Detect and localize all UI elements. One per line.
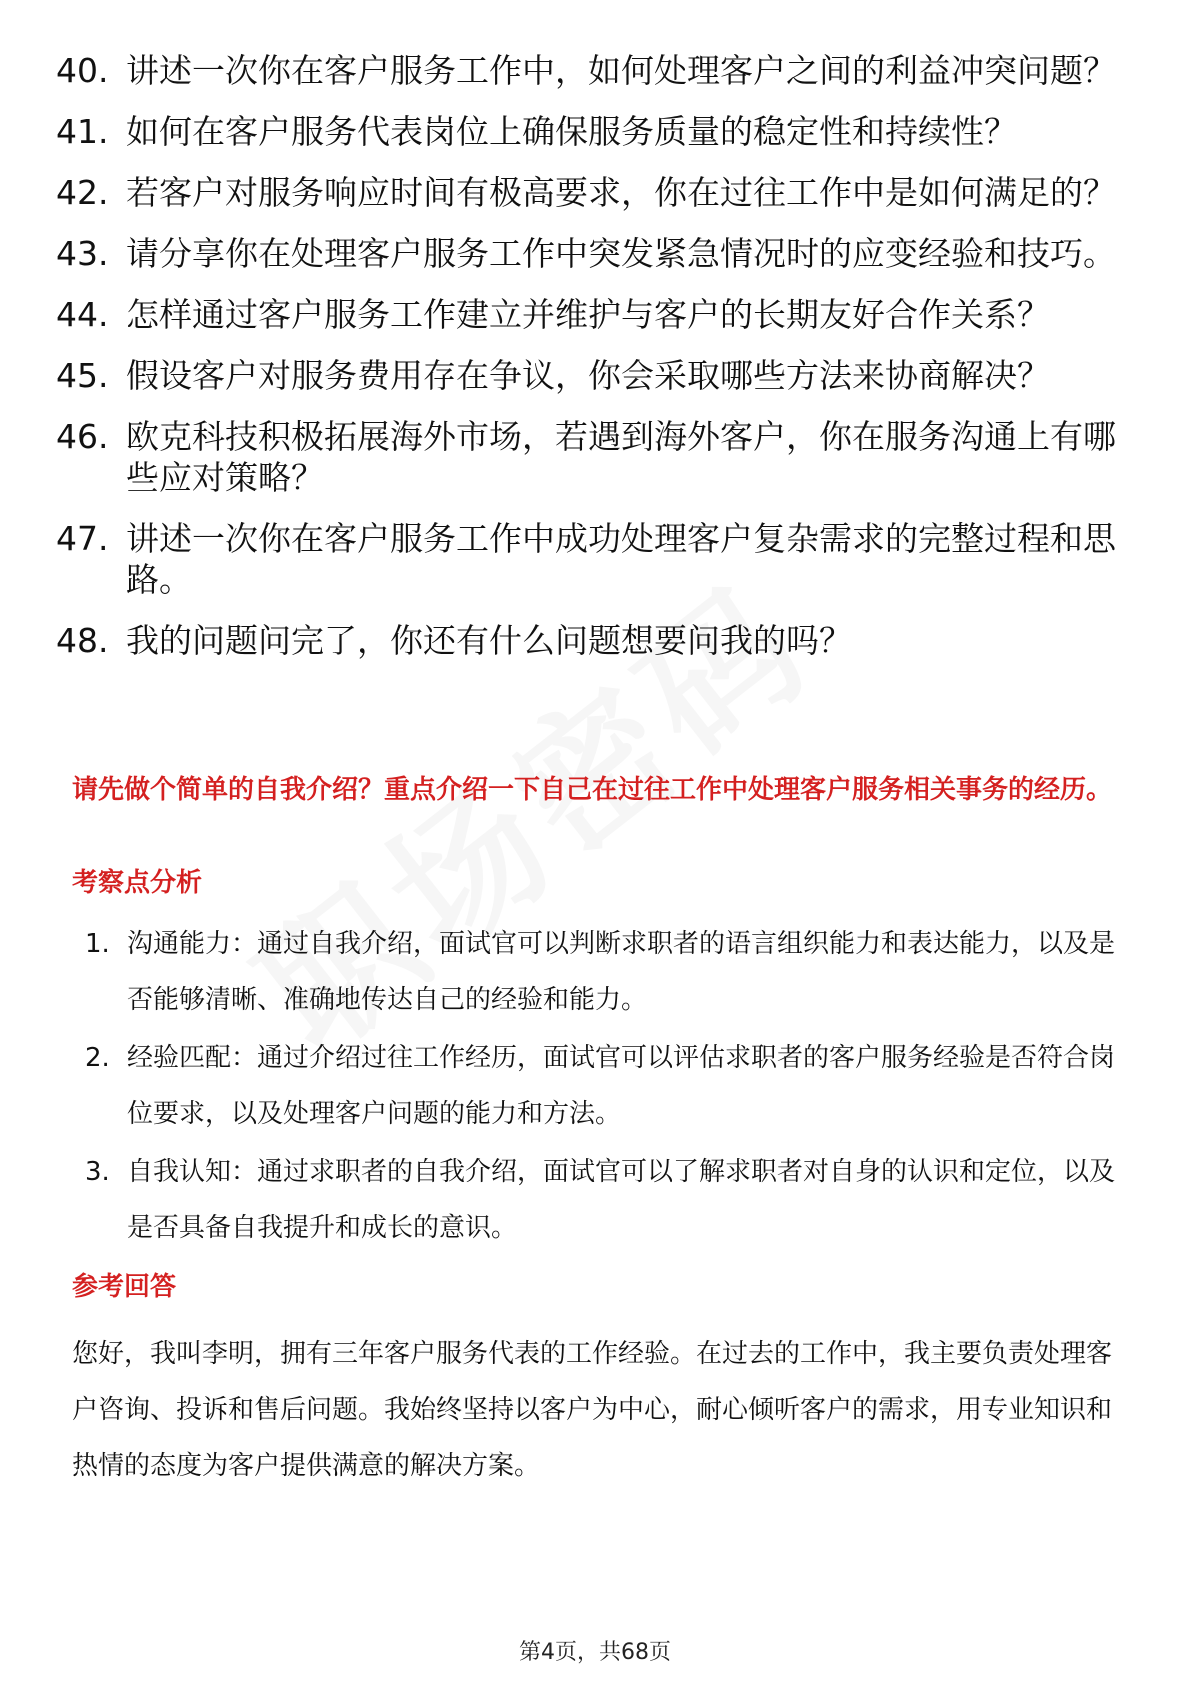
point-text: 自我认知：通过求职者的自我介绍，面试官可以了解求职者对自身的认识和定位，以及是否具备自我提升和成长的意识。 xyxy=(127,1157,1116,1243)
question-item xyxy=(56,172,1136,213)
question-number: 45. xyxy=(56,356,109,395)
analysis-heading: 考察点分析 xyxy=(72,868,203,898)
question-text: 怎样通过客户服务工作建立并维护与客户的长期友好合作关系？ xyxy=(126,295,1050,334)
question-item xyxy=(56,620,1136,661)
question-number: 47. xyxy=(56,519,109,558)
question-item xyxy=(56,416,1136,498)
section-question: 请先做个简单的自我介绍？重点介绍一下自己在过往工作中处理客户服务相关事务的经历。 xyxy=(72,775,1113,805)
point-text: 沟通能力：通过自我介绍，面试官可以判断求职者的语言组织能力和表达能力，以及是否能够清晰、准确地传达自己的经验和能力。 xyxy=(127,929,1116,1015)
question-item xyxy=(56,355,1136,396)
question-text: 欧克科技积极拓展海外市场，若遇到海外客户，你在服务沟通上有哪些应对策略？ xyxy=(126,417,1116,497)
question-text: 如何在客户服务代表岗位上确保服务质量的稳定性和持续性？ xyxy=(126,112,1017,151)
analysis-point xyxy=(85,916,1115,1028)
question-number: 48. xyxy=(56,621,109,660)
analysis-point xyxy=(85,1144,1115,1256)
question-text: 请分享你在处理客户服务工作中突发紧急情况时的应变经验和技巧。 xyxy=(126,234,1116,273)
question-text: 讲述一次你在客户服务工作中，如何处理客户之间的利益冲突问题？ xyxy=(126,51,1116,90)
point-number: 3. xyxy=(85,1157,110,1187)
point-text: 经验匹配：通过介绍过往工作经历，面试官可以评估求职者的客户服务经验是否符合岗位要求，以及处理客户问题的能力和方法。 xyxy=(127,1043,1116,1129)
question-number: 44. xyxy=(56,295,109,334)
question-item xyxy=(56,50,1136,91)
question-number: 42. xyxy=(56,173,109,212)
point-number: 1. xyxy=(85,929,110,959)
answer-text: 您好，我叫李明，拥有三年客户服务代表的工作经验。在过去的工作中，我主要负责处理客户咨询、投诉和售后问题。我始终坚持以客户为中心，耐心倾听客户的需求，用专业知识和热情的态度为客户提供满意的解决方案。 xyxy=(72,1339,1113,1481)
question-number: 40. xyxy=(56,51,109,90)
question-item xyxy=(56,518,1136,600)
question-text: 假设客户对服务费用存在争议，你会采取哪些方法来协商解决？ xyxy=(126,356,1050,395)
question-text: 我的问题问完了，你还有什么问题想要问我的吗？ xyxy=(126,621,852,660)
question-list xyxy=(56,50,1136,681)
question-number: 46. xyxy=(56,417,109,456)
question-number: 41. xyxy=(56,112,109,151)
question-item xyxy=(56,233,1136,274)
question-item xyxy=(56,294,1136,335)
question-item xyxy=(56,111,1136,152)
page-footer: 第4页，共68页 xyxy=(519,1640,671,1665)
answer-heading: 参考回答 xyxy=(72,1272,177,1302)
question-number: 43. xyxy=(56,234,109,273)
point-number: 2. xyxy=(85,1043,110,1073)
analysis-point xyxy=(85,1030,1115,1142)
analysis-points xyxy=(85,916,1115,1258)
question-text: 若客户对服务响应时间有极高要求，你在过往工作中是如何满足的？ xyxy=(126,173,1116,212)
question-text: 讲述一次你在客户服务工作中成功处理客户复杂需求的完整过程和思路。 xyxy=(126,519,1116,599)
